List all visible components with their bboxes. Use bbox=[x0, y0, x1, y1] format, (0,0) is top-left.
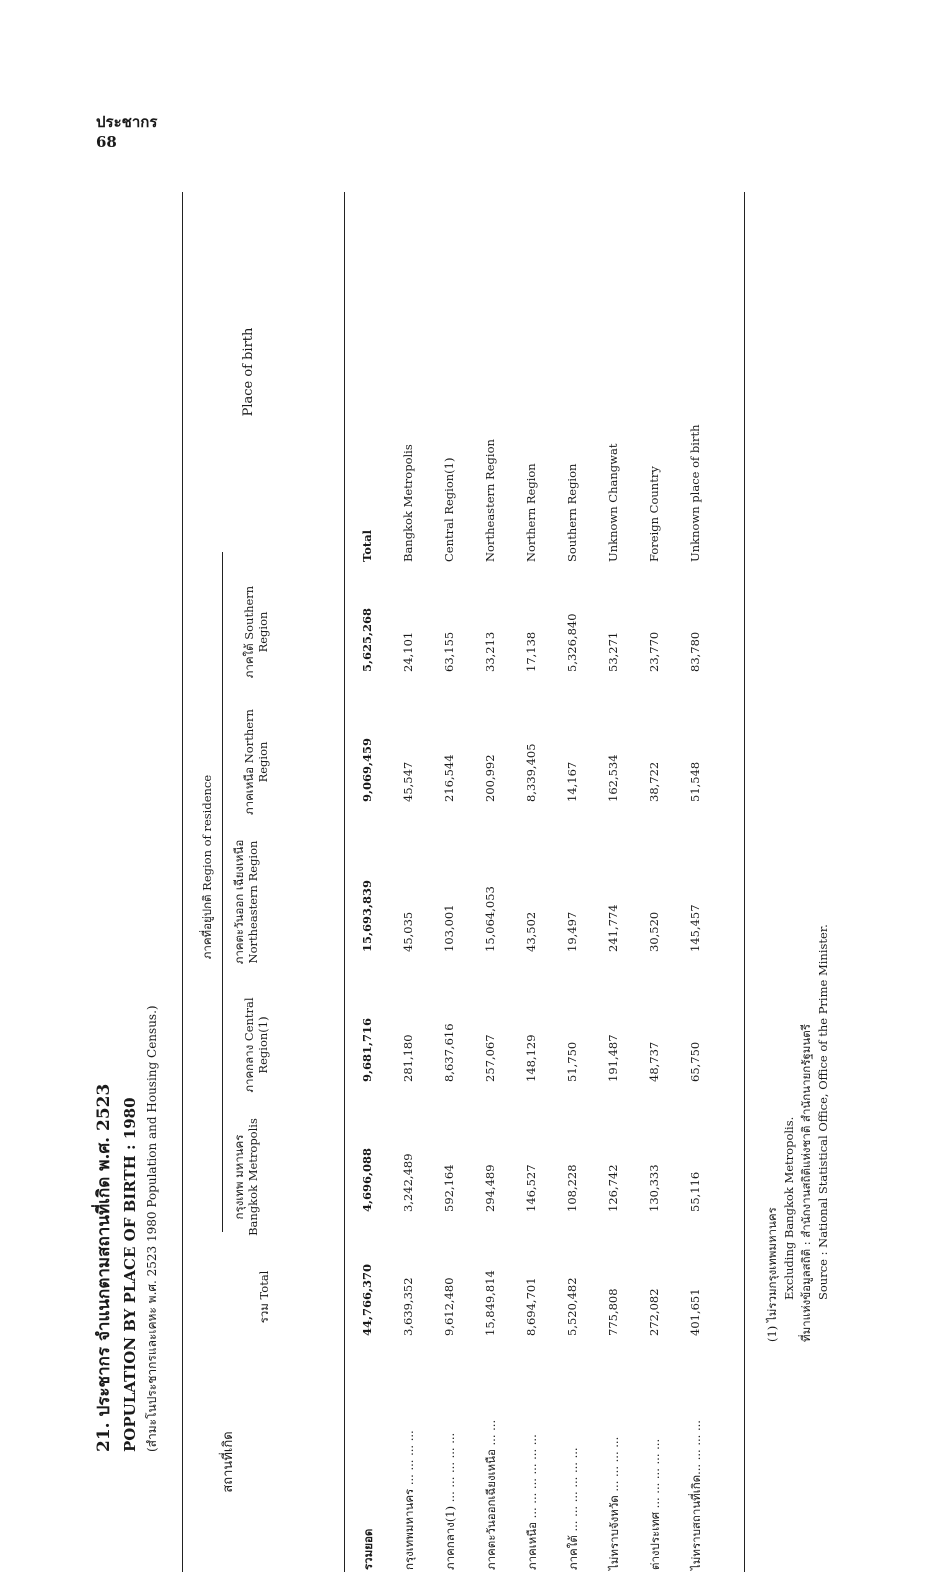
cell-southern: 53,271 bbox=[606, 631, 620, 672]
cell-central: 281,180 bbox=[401, 1034, 415, 1082]
row-label-th: ต่างประเทศ ... ... ... ... ... bbox=[648, 1438, 662, 1570]
cell-southern: 23,770 bbox=[647, 631, 661, 672]
source-th: ที่มาแห่งข้อมูลสถิติ : สำนักงานสถิติแห่งชาติ สำนักนายกรัฐมนตรี bbox=[799, 1024, 813, 1342]
row-label-en: Southern Region bbox=[565, 463, 579, 562]
cell-central: 8,637,616 bbox=[442, 1023, 456, 1082]
cell-southern: 17,138 bbox=[524, 631, 538, 672]
cell-northeastern: 30,520 bbox=[647, 911, 661, 952]
row-label-th: กรุงเทพมหานคร ... ... ... ... bbox=[402, 1430, 416, 1570]
title-source: (สำมะโนประชากรและเคหะ พ.ศ. 2523 1980 Population and Housing Census.) bbox=[145, 1005, 159, 1452]
cell-northern: 38,722 bbox=[647, 761, 661, 802]
cell-southern: 5,625,268 bbox=[360, 607, 374, 672]
cell-northeastern: 15,693,839 bbox=[360, 879, 374, 952]
row-label-en: Unknown place of birth bbox=[688, 424, 702, 562]
cell-northeastern: 45,035 bbox=[401, 911, 415, 952]
cell-northern: 162,534 bbox=[606, 754, 620, 802]
table-row bbox=[565, 192, 587, 1572]
bottom-rule bbox=[744, 192, 745, 1572]
cell-northern: 51,548 bbox=[688, 761, 702, 802]
cell-northeastern: 103,001 bbox=[442, 904, 456, 952]
cell-total: 15,849,814 bbox=[483, 1270, 497, 1336]
row-label-th: ภาคใต้ ... ... ... ... ... ... bbox=[566, 1447, 580, 1570]
cell-bangkok: 126,742 bbox=[606, 1164, 620, 1212]
cell-total: 5,520,482 bbox=[565, 1277, 579, 1336]
table-row bbox=[688, 192, 710, 1572]
table-row bbox=[606, 192, 628, 1572]
table-row bbox=[647, 192, 669, 1572]
cell-southern: 83,780 bbox=[688, 631, 702, 672]
row-label-en: Total bbox=[360, 529, 374, 562]
cell-northern: 9,069,459 bbox=[360, 737, 374, 802]
header-central: ภาคกลาง Central Region(1) bbox=[242, 997, 270, 1093]
cell-southern: 5,326,840 bbox=[565, 613, 579, 672]
header-southern: ภาคใต้ Southern Region bbox=[242, 585, 270, 679]
header-total: รวม Total bbox=[257, 1270, 271, 1324]
table-row bbox=[442, 192, 464, 1572]
cell-bangkok: 4,696,088 bbox=[360, 1147, 374, 1212]
cell-southern: 24,101 bbox=[401, 631, 415, 672]
header-northern: ภาคเหนือ Northern Region bbox=[242, 709, 270, 815]
row-label-th: ไม่ทราบสถานที่เกิด... ... ... ... bbox=[689, 1420, 703, 1570]
cell-bangkok: 3,242,489 bbox=[401, 1153, 415, 1212]
cell-central: 48,737 bbox=[647, 1041, 661, 1082]
row-label-en: Northern Region bbox=[524, 463, 538, 562]
cell-northeastern: 145,457 bbox=[688, 904, 702, 952]
cell-central: 65,750 bbox=[688, 1041, 702, 1082]
row-label-th: ภาคตะวันออกเฉียงเหนือ ... ... bbox=[484, 1419, 498, 1570]
cell-central: 257,067 bbox=[483, 1034, 497, 1082]
table-title-block bbox=[90, 192, 162, 1452]
footnote-en: Excluding Bangkok Metropolis. bbox=[782, 1116, 796, 1300]
cell-northern: 8,339,405 bbox=[524, 743, 538, 802]
header-bangkok: กรุงเทพ มหานคร Bangkok Metropolis bbox=[232, 1118, 260, 1236]
table-row bbox=[401, 192, 423, 1572]
cell-central: 191,487 bbox=[606, 1034, 620, 1082]
footnotes bbox=[764, 924, 832, 1342]
table-row bbox=[483, 192, 505, 1572]
row-label-en: Foreign Country bbox=[647, 466, 661, 562]
row-label-en: Bangkok Metropolis bbox=[401, 444, 415, 562]
cell-total: 272,082 bbox=[647, 1288, 661, 1336]
cell-northeastern: 43,502 bbox=[524, 911, 538, 952]
row-label-th: รวมยอด bbox=[361, 1528, 375, 1570]
section-name: ประชากร bbox=[96, 113, 158, 131]
cell-bangkok: 130,333 bbox=[647, 1164, 661, 1212]
cell-northeastern: 15,064,053 bbox=[483, 886, 497, 952]
header-place-of-birth-th: สถานที่เกิด bbox=[221, 1431, 236, 1493]
cell-bangkok: 294,489 bbox=[483, 1164, 497, 1212]
cell-northern: 200,992 bbox=[483, 754, 497, 802]
cell-total: 775,808 bbox=[606, 1288, 620, 1336]
title-english: POPULATION BY PLACE OF BIRTH : 1980 bbox=[121, 1097, 139, 1452]
cell-central: 148,129 bbox=[524, 1034, 538, 1082]
row-label-th: ภาคกลาง(1) ... ... ... ... ... bbox=[443, 1432, 457, 1570]
footnote-th: (1) ไม่รวมกรุงเทพมหานคร bbox=[765, 1207, 779, 1342]
cell-bangkok: 55,116 bbox=[688, 1171, 702, 1212]
page-number: 68 bbox=[96, 133, 117, 151]
header-rule bbox=[344, 192, 345, 1572]
cell-northeastern: 19,497 bbox=[565, 911, 579, 952]
cell-bangkok: 592,164 bbox=[442, 1164, 456, 1212]
cell-total: 401,651 bbox=[688, 1288, 702, 1336]
cell-total: 44,766,370 bbox=[360, 1263, 374, 1336]
title-thai: 21. ประชากร จำแนกตามสถานที่เกิด พ.ศ. 2523 bbox=[94, 1083, 114, 1452]
row-label-en: Central Region(1) bbox=[442, 457, 456, 562]
table-row bbox=[360, 192, 382, 1572]
cell-central: 51,750 bbox=[565, 1041, 579, 1082]
row-label-th: ไม่ทราบจังหวัด ... ... ... ... bbox=[607, 1436, 621, 1570]
group-rule bbox=[222, 552, 223, 1232]
page-header bbox=[96, 112, 157, 152]
source-en: Source : National Statistical Office, Office of the Prime Minister. bbox=[816, 924, 830, 1300]
cell-southern: 33,213 bbox=[483, 631, 497, 672]
cell-bangkok: 146,527 bbox=[524, 1164, 538, 1212]
cell-total: 9,612,480 bbox=[442, 1277, 456, 1336]
header-region-group: ภาคที่อยู่ปกติ Region of residence bbox=[200, 774, 214, 960]
row-label-en: Unknown Changwat bbox=[606, 443, 620, 562]
header-place-of-birth-en: Place of birth bbox=[241, 327, 256, 417]
top-rule bbox=[182, 192, 183, 1572]
header-northeastern: ภาคตะวันออก เฉียงเหนือ Northeastern Region bbox=[232, 839, 260, 965]
cell-northern: 14,167 bbox=[565, 761, 579, 802]
cell-central: 9,681,716 bbox=[360, 1017, 374, 1082]
rotated-table-page bbox=[94, 192, 830, 1572]
cell-northern: 216,544 bbox=[442, 754, 456, 802]
cell-northern: 45,547 bbox=[401, 761, 415, 802]
cell-northeastern: 241,774 bbox=[606, 904, 620, 952]
cell-southern: 63,155 bbox=[442, 631, 456, 672]
cell-total: 3,639,352 bbox=[401, 1277, 415, 1336]
cell-bangkok: 108,228 bbox=[565, 1164, 579, 1212]
table-row bbox=[524, 192, 546, 1572]
cell-total: 8,694,701 bbox=[524, 1277, 538, 1336]
row-label-th: ภาคเหนือ ... ... ... ... ... ... bbox=[525, 1434, 539, 1570]
row-label-en: Northeastern Region bbox=[483, 439, 497, 562]
